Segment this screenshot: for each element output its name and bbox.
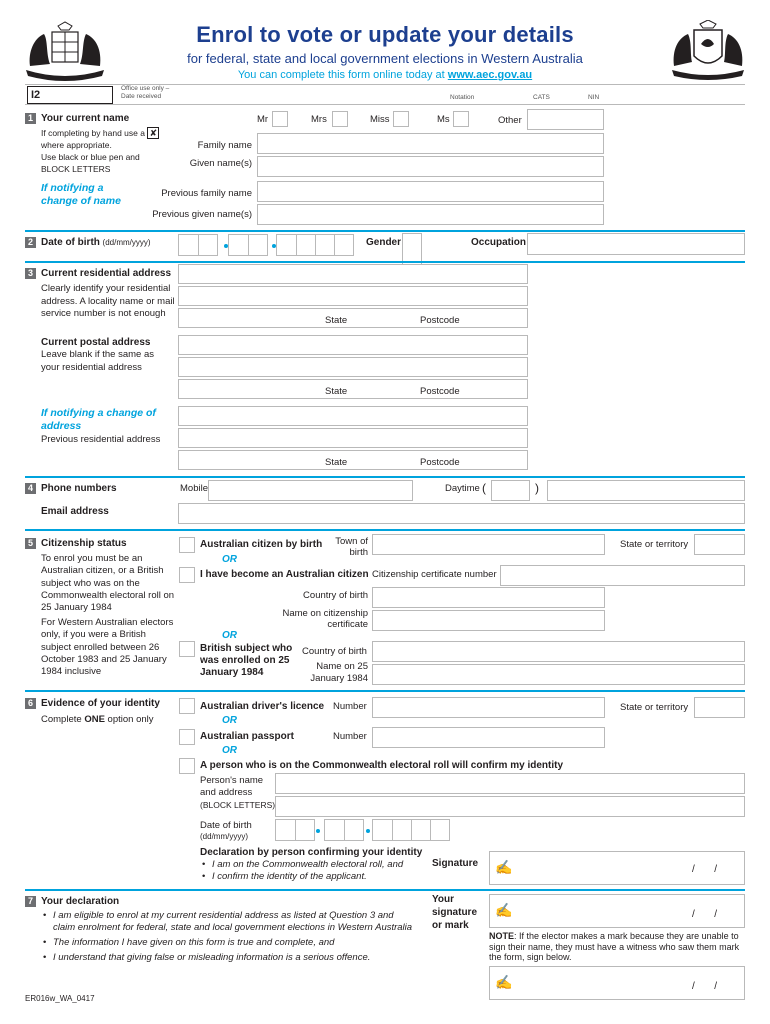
title-ms-checkbox[interactable] [453, 111, 469, 127]
dob-month-field[interactable] [228, 234, 268, 256]
citizen-by-birth-label: Australian citizen by birth [200, 539, 323, 550]
passport-number-field[interactable] [372, 727, 605, 748]
commonwealth-coat-of-arms [22, 20, 108, 82]
gender-label: Gender [366, 237, 402, 248]
previous-address-line-2[interactable] [178, 428, 528, 448]
person-dob-hint: (dd/mm/yyyy) [200, 832, 248, 841]
drivers-licence-label: Australian driver's licence [200, 701, 325, 712]
section-7-number: 7 [25, 896, 36, 907]
date-separator: / / [692, 909, 718, 920]
postcode-label: Postcode [420, 315, 460, 326]
postcode-label: Postcode [420, 386, 460, 397]
citizenship-cert-number-label: Citizenship certificate number [372, 569, 497, 580]
name-on-certificate-field[interactable] [372, 610, 605, 631]
british-subject-checkbox[interactable] [179, 641, 195, 657]
date-separator-dot [366, 829, 370, 833]
mobile-field[interactable] [208, 480, 413, 501]
section-1-heading: Your current name [41, 113, 130, 124]
licence-state-label: State or territory [620, 702, 689, 713]
section-3-number: 3 [25, 268, 36, 279]
or-separator: OR [222, 630, 237, 641]
date-separator: / / [692, 864, 718, 875]
person-dob-label: Date of birth [200, 820, 252, 831]
town-of-birth-label: Town of birth [335, 536, 368, 558]
birth-state-field[interactable] [694, 534, 745, 555]
name-on-certificate-label: Name on citizenship certificate [282, 608, 368, 630]
notify-name-change-label: If notifying a change of name [41, 182, 121, 207]
area-code-open-paren: ( [482, 481, 486, 495]
citizenship-heading: Citizenship status [41, 538, 127, 549]
cross-mark-icon: ✘ [147, 127, 159, 139]
online-notice: You can complete this form online today at www.aec.gov.au [237, 69, 533, 81]
state-label: State [325, 315, 348, 326]
complete-one-option: Complete ONE option only [41, 714, 154, 725]
citizenship-description: To enrol you must be an Australian citizen, or a British subject who was on the Commonwealth electoral roll on 25 January 1984 [41, 553, 175, 614]
persons-name-label: Person's name and address [200, 775, 264, 798]
previous-family-name-field[interactable] [257, 181, 604, 202]
form-code-box: I2 [27, 86, 113, 104]
title-miss-label: Miss [370, 114, 390, 125]
office-use-label: Office use only – Date received [121, 85, 170, 100]
section-divider [25, 261, 745, 263]
daytime-area-code-field[interactable] [491, 480, 530, 501]
persons-name-line-2[interactable] [275, 796, 745, 817]
occupation-label: Occupation [471, 237, 527, 248]
licence-number-field[interactable] [372, 697, 605, 718]
residential-address-line-3[interactable] [178, 308, 528, 328]
previous-address-line-1[interactable] [178, 406, 528, 426]
section-divider [25, 529, 745, 531]
section-6-number: 6 [25, 698, 36, 709]
dob-year-field[interactable] [276, 234, 354, 256]
cats-label: CATS [533, 94, 550, 101]
name-on-date-label: Name on 25 January 1984 [310, 661, 368, 684]
country-of-birth-field[interactable] [372, 587, 605, 608]
phone-numbers-heading: Phone numbers [41, 483, 117, 494]
postal-address-description: Leave blank if the same as your residential address [41, 349, 155, 373]
country-of-birth-label: Country of birth [303, 590, 368, 601]
postal-address-line-1[interactable] [178, 335, 528, 355]
wa-british-subject-description: For Western Australian electors only, if you were a British subject enrolled between 26 October 1983 and 25 January 1984 inclusive [41, 617, 174, 678]
confirmer-signature-field[interactable] [489, 851, 745, 885]
email-label: Email address [41, 506, 109, 517]
daytime-label: Daytime [445, 483, 480, 494]
section-5-number: 5 [25, 538, 36, 549]
hand-instructions: If completing by hand use a ✘ where appropriate. Use black or blue pen and BLOCK LETTERS [41, 127, 181, 175]
email-field[interactable] [178, 503, 745, 524]
licence-state-field[interactable] [694, 697, 745, 718]
previous-family-name-label: Previous family name [161, 188, 252, 199]
date-separator: / / [692, 981, 718, 992]
residential-address-description: Clearly identify your residential address. A locality name or mail service number is not enough [41, 283, 175, 319]
citizenship-cert-number-field[interactable] [500, 565, 745, 586]
town-of-birth-field[interactable] [372, 534, 605, 555]
previous-given-names-label: Previous given name(s) [152, 209, 252, 220]
pen-icon: ✍ [495, 859, 513, 875]
section-divider [25, 476, 745, 478]
aec-website-link[interactable]: www.aec.gov.au [447, 69, 533, 81]
person-dob-year-field[interactable] [372, 819, 450, 841]
postal-address-heading: Current postal address [41, 337, 151, 348]
or-separator: OR [222, 715, 237, 726]
state-label: State [325, 457, 348, 468]
declaration-person-list: • I am on the Commonwealth electoral roll, and • I confirm the identity of the applicant. [200, 859, 403, 883]
title-mr-checkbox[interactable] [272, 111, 288, 127]
your-signature-label: Your signature or mark [432, 894, 478, 931]
persons-name-line-1[interactable] [275, 773, 745, 794]
british-country-of-birth-field[interactable] [372, 641, 745, 662]
country-of-birth-label: Country of birth [302, 646, 367, 657]
witness-signature-field[interactable] [489, 966, 745, 1000]
person-confirm-checkbox[interactable] [179, 758, 195, 774]
previous-given-names-field[interactable] [257, 204, 604, 225]
family-name-field[interactable] [257, 133, 604, 154]
became-citizen-checkbox[interactable] [179, 567, 195, 583]
given-names-label: Given name(s) [189, 158, 252, 169]
dob-day-field[interactable] [178, 234, 218, 256]
page-title: Enrol to vote or update your details [196, 22, 574, 47]
postal-address-line-3[interactable] [178, 379, 528, 399]
section-divider [25, 889, 745, 891]
title-mrs-checkbox[interactable] [332, 111, 348, 127]
previous-address-label: Previous residential address [41, 434, 161, 445]
passport-number-label: Number [333, 731, 367, 742]
title-other-label: Other [498, 115, 522, 126]
date-of-birth-label: Date of birth (dd/mm/yyyy) [41, 237, 151, 248]
passport-checkbox[interactable] [179, 729, 195, 745]
state-territory-label: State or territory [620, 539, 689, 550]
your-declaration-heading: Your declaration [41, 896, 120, 907]
licence-number-label: Number [333, 701, 367, 712]
residential-address-line-1[interactable] [178, 264, 528, 284]
name-on-date-field[interactable] [372, 664, 745, 685]
or-separator: OR [222, 745, 237, 756]
area-code-close-paren: ) [535, 481, 539, 495]
section-2-number: 2 [25, 237, 36, 248]
daytime-number-field[interactable] [547, 480, 745, 501]
elector-signature-field[interactable] [489, 894, 745, 928]
pen-icon: ✍ [495, 902, 513, 918]
pen-icon: ✍ [495, 974, 513, 990]
declaration-person-heading: Declaration by person confirming your identity [200, 847, 423, 858]
person-confirm-label: A person who is on the Commonwealth electoral roll will confirm my identity [200, 760, 564, 771]
witness-note: NOTE: If the elector makes a mark because they are unable to sign their name, they must have a witness who saw them mark the form, sign below. [489, 931, 740, 962]
evidence-heading: Evidence of your identity [41, 698, 160, 709]
form-code-footer: ER016w_WA_0417 [25, 994, 95, 1003]
residential-address-heading: Current residential address [41, 268, 172, 279]
postcode-label: Postcode [420, 457, 460, 468]
date-separator-dot [316, 829, 320, 833]
signature-label: Signature [432, 858, 479, 869]
section-divider [25, 690, 745, 692]
title-ms-label: Ms [437, 114, 450, 125]
occupation-field[interactable] [527, 233, 745, 255]
title-mrs-label: Mrs [311, 114, 327, 125]
page-subtitle: for federal, state and local government elections in Western Australia [187, 51, 583, 66]
became-citizen-label: I have become an Australian citizen [200, 569, 369, 580]
section-divider [25, 230, 745, 232]
previous-address-line-3[interactable] [178, 450, 528, 470]
or-separator: OR [222, 554, 237, 565]
western-australia-coat-of-arms [668, 20, 748, 82]
section-1-number: 1 [25, 113, 36, 124]
citizen-by-birth-checkbox[interactable] [179, 537, 195, 553]
block-letters-hint: (BLOCK LETTERS) [200, 800, 276, 810]
your-declaration-list: • I am eligible to enrol at my current residential address as listed at Question 3 and claim enrolment for federal, state and local government elections in Western Australia • The information I have given on this form is true and complete, and • I understand that giving false or misleading information is a serious offence. [41, 910, 413, 964]
residential-address-line-2[interactable] [178, 286, 528, 306]
given-names-field[interactable] [257, 156, 604, 177]
title-other-field[interactable] [527, 109, 604, 130]
person-dob-month-field[interactable] [324, 819, 364, 841]
notation-label: Notation [450, 94, 475, 101]
section-4-number: 4 [25, 483, 36, 494]
drivers-licence-checkbox[interactable] [179, 698, 195, 714]
postal-address-line-2[interactable] [178, 357, 528, 377]
notify-address-change-label: If notifying a change of address [41, 407, 156, 432]
passport-label: Australian passport [200, 731, 294, 742]
person-dob-day-field[interactable] [275, 819, 315, 841]
british-subject-label: British subject who was enrolled on 25 January 1984 [200, 643, 293, 678]
family-name-label: Family name [197, 140, 252, 151]
state-label: State [325, 386, 348, 397]
title-mr-label: Mr [257, 114, 269, 125]
nin-label: NIN [588, 94, 600, 101]
mobile-label: Mobile [180, 483, 208, 494]
title-miss-checkbox[interactable] [393, 111, 409, 127]
